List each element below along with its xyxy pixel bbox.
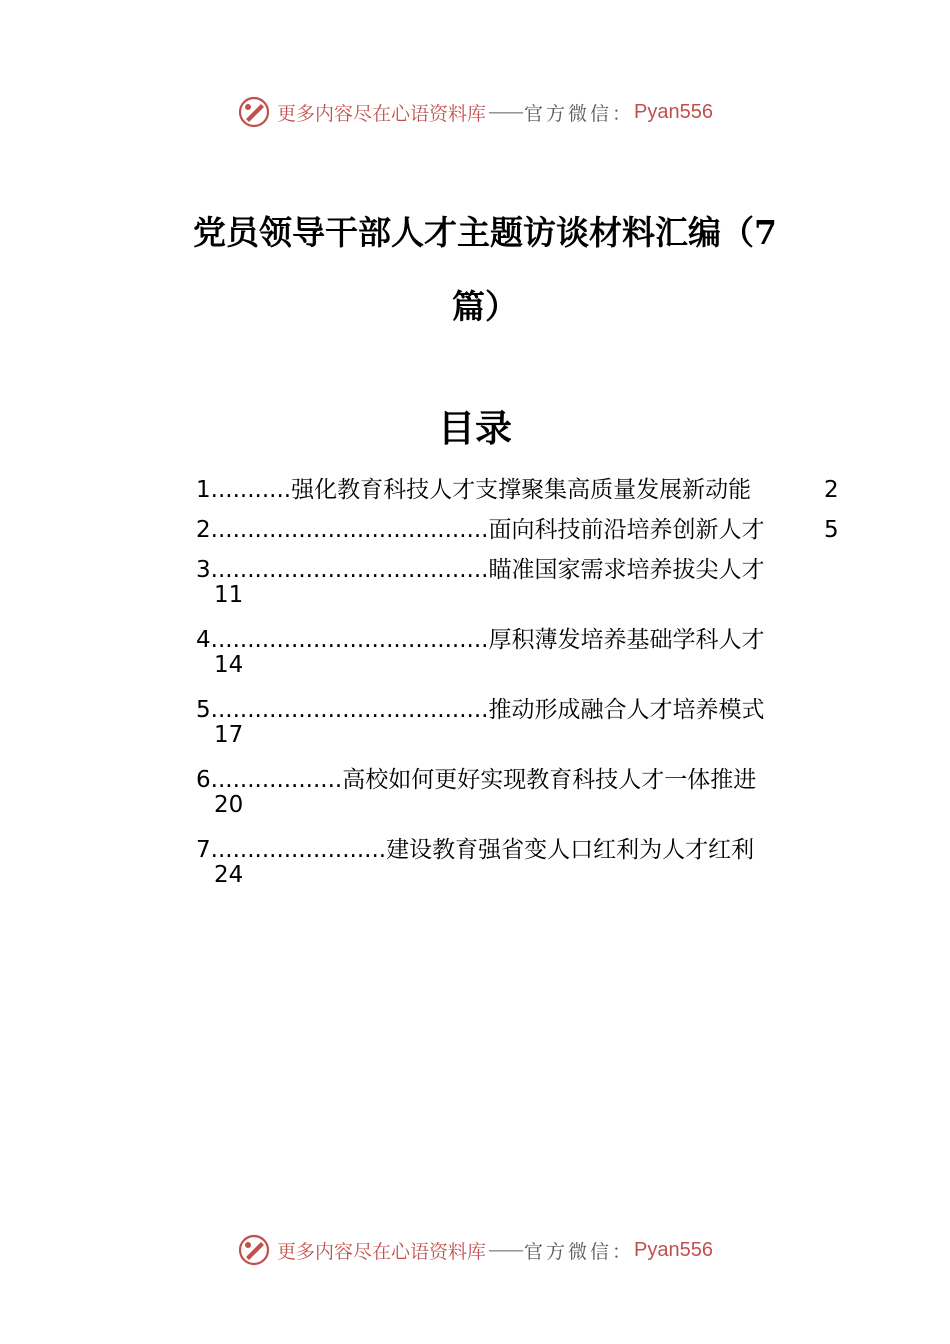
toc-item[interactable] xyxy=(196,690,846,750)
toc-item-title: 推动形成融合人才培养模式 xyxy=(488,697,765,723)
watermark-text: 更多内容尽在心语资料库 xyxy=(277,102,487,125)
toc-item-number: 2 xyxy=(196,517,211,543)
toc-item-title: 瞄准国家需求培养拔尖人才 xyxy=(488,557,765,583)
toc-item-number: 4 xyxy=(196,627,211,653)
toc-item-leader: ........... xyxy=(210,477,292,503)
toc-item-number: 7 xyxy=(196,837,211,863)
toc-item[interactable] xyxy=(196,830,846,890)
watermark-separator: —— xyxy=(488,1239,523,1261)
logo-icon xyxy=(237,1233,271,1267)
toc-item-leader: ...................................... xyxy=(210,557,489,583)
toc-list xyxy=(196,470,846,900)
document-title xyxy=(165,196,805,344)
toc-item-leader: ...................................... xyxy=(210,697,489,723)
toc-item[interactable] xyxy=(196,550,846,610)
toc-item-leader: ........................ xyxy=(210,837,387,863)
toc-item-leader: ...................................... xyxy=(210,627,489,653)
toc-item-page: 24 xyxy=(214,862,244,888)
toc-item-number: 3 xyxy=(196,557,211,583)
toc-item-title: 高校如何更好实现教育科技人才一体推进 xyxy=(342,767,757,793)
toc-item[interactable] xyxy=(196,760,846,820)
logo-icon xyxy=(237,95,271,129)
toc-item-number: 5 xyxy=(196,697,211,723)
toc-item-page: 17 xyxy=(214,722,244,748)
toc-heading: 目录 xyxy=(438,406,512,450)
watermark-separator: —— xyxy=(488,101,523,123)
toc-item[interactable] xyxy=(196,620,846,680)
toc-item-title: 厚积薄发培养基础学科人才 xyxy=(488,627,765,653)
toc-item-title: 建设教育强省变人口红利为人才红利 xyxy=(386,837,755,863)
watermark-text: 更多内容尽在心语资料库 xyxy=(277,1240,487,1263)
watermark-footer xyxy=(0,1233,950,1267)
toc-item-page: 14 xyxy=(214,652,244,678)
toc-item-leader: ...................................... xyxy=(210,517,489,543)
toc-item[interactable] xyxy=(196,510,846,550)
toc-item-number: 6 xyxy=(196,767,211,793)
toc-item-title: 面向科技前沿培养创新人才 xyxy=(488,517,765,543)
watermark-key: 官方微信： xyxy=(524,102,635,125)
toc-item-title: 强化教育科技人才支撑聚集高质量发展新动能 xyxy=(291,477,752,503)
toc-item-number: 1 xyxy=(196,477,211,503)
toc-item-page: 2 xyxy=(824,477,839,503)
watermark-id: Pyan556 xyxy=(634,100,713,123)
watermark-header xyxy=(0,95,950,129)
toc-item-leader: .................. xyxy=(210,767,343,793)
toc-item[interactable] xyxy=(196,470,846,510)
toc-item-page: 5 xyxy=(824,517,839,543)
toc-item-page: 20 xyxy=(214,792,244,818)
watermark-id: Pyan556 xyxy=(634,1238,713,1261)
title-line-2: 篇） xyxy=(452,287,518,326)
watermark-key: 官方微信： xyxy=(524,1240,635,1263)
title-line-1: 党员领导干部人才主题访谈材料汇编（7 xyxy=(193,213,777,252)
toc-item-page: 11 xyxy=(214,582,244,608)
